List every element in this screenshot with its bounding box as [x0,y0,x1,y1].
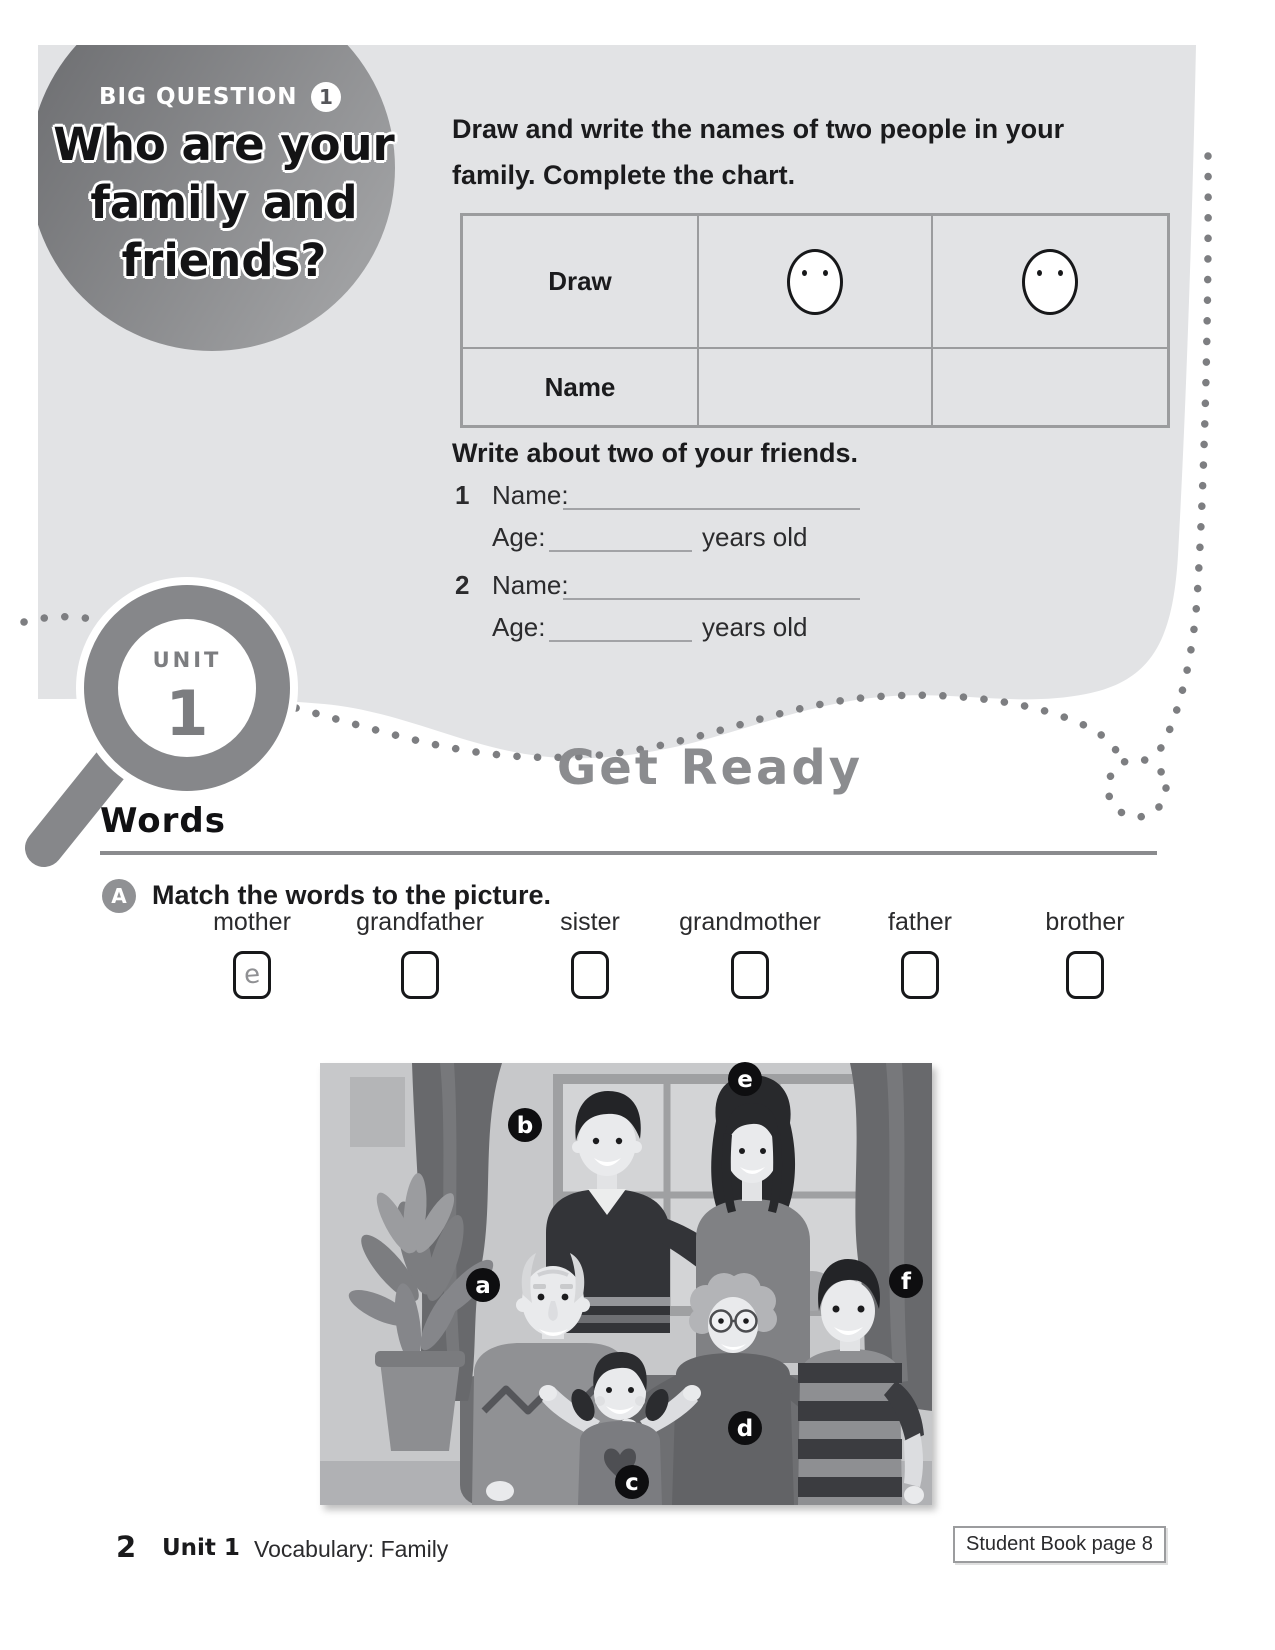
word-column-brother [1000,908,1170,999]
word-label: grandfather [356,908,484,936]
friend-2-name-label: Name: [492,570,569,600]
unit-label: UNIT [152,648,222,672]
answer-letter: e [242,959,262,991]
friend-2-name-row [0,570,1275,600]
face-placeholder-icon [1022,249,1078,315]
word-column-grandmother [665,908,835,999]
big-question-title-line3: friends? [121,234,327,287]
word-label: grandmother [679,908,821,936]
name-cell-1[interactable] [699,349,933,425]
face-placeholder-icon [787,249,843,315]
family-picture [320,1063,932,1505]
picture-label-e [728,1062,762,1096]
word-label: mother [213,908,291,936]
answer-box-grandfather[interactable] [401,951,439,999]
friend-2-name-line[interactable] [563,570,860,600]
picture-label-b [508,1108,542,1142]
footer-topic: Vocabulary: Family [254,1536,449,1562]
dotted-loop [1108,759,1166,817]
word-column-mother [167,908,337,999]
draw-cell-2[interactable] [933,216,1167,349]
chart-instruction-line1: Draw and write the names of two people in your [452,114,1065,144]
friend-2-age-suffix: years old [702,612,808,642]
friend-1-age-line[interactable] [549,522,692,552]
friend-1-name-row [0,480,1275,510]
friend-1-number: 1 [455,480,470,510]
page-number: 2 [116,1530,137,1564]
friend-2-age-row [0,612,1275,642]
big-question-label: BIG QUESTION [99,84,298,110]
words-rule [100,851,1157,855]
big-question-number-badge: 1 [311,82,341,112]
table-row-label-draw: Draw [463,216,699,349]
word-label: father [888,908,952,936]
big-question-title-line1: Who are your [53,118,395,171]
friend-1-age-label: Age: [492,522,546,552]
friend-1-name-label: Name: [492,480,569,510]
friend-2-number: 2 [455,570,470,600]
picture-label-a [466,1268,500,1302]
picture-label-c [615,1465,649,1499]
chart-instruction [452,106,1112,198]
draw-cell-1[interactable] [699,216,933,349]
table-row-label-name: Name [463,349,699,425]
big-question-title-line2: family and [90,176,358,229]
name-cell-2[interactable] [933,349,1167,425]
svg-text:b: b [516,1113,534,1139]
footer-unit-label: Unit 1 [162,1535,240,1561]
wall-frame [350,1077,405,1147]
big-question-header [70,82,370,112]
word-label: brother [1045,908,1125,936]
match-instruction: Match the words to the picture. [152,880,552,910]
svg-text:e: e [737,1067,753,1093]
friend-2-age-label: Age: [492,612,546,642]
chart-instruction-line2: family. Complete the chart. [452,160,796,190]
svg-text:c: c [625,1470,639,1496]
unit-number: 1 [165,677,209,750]
friend-1-age-row [0,522,1275,552]
friends-prompt: Write about two of your friends. [452,438,859,468]
picture-label-f [889,1264,923,1298]
svg-text:f: f [900,1269,912,1295]
answer-box-sister[interactable] [571,951,609,999]
answer-box-father[interactable] [901,951,939,999]
big-question-title [40,116,408,290]
friend-2-age-line[interactable] [549,612,692,642]
word-label: sister [560,908,620,936]
exercise-a-badge: A [102,879,136,913]
student-book-ref: Student Book page 8 [953,1526,1166,1563]
friend-1-name-line[interactable] [563,480,860,510]
word-column-father [835,908,1005,999]
answer-box-brother[interactable] [1066,951,1104,999]
draw-name-table [460,213,1170,428]
words-heading: Words [100,801,226,841]
word-column-grandfather [335,908,505,999]
svg-text:d: d [736,1416,754,1442]
svg-text:a: a [475,1273,491,1299]
word-column-sister [505,908,675,999]
answer-box-mother[interactable] [233,951,271,999]
answer-box-grandmother[interactable] [731,951,769,999]
friend-1-age-suffix: years old [702,522,808,552]
picture-label-d [728,1411,762,1445]
get-ready-title: Get Ready [556,740,864,796]
